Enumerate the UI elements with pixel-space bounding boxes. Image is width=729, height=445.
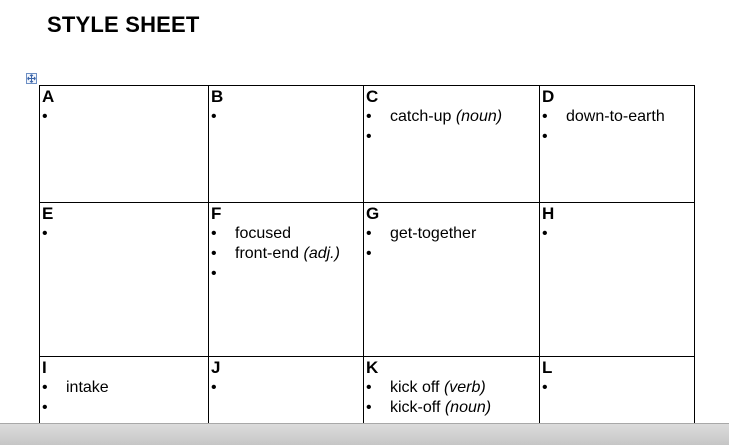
entry-list: [366, 378, 539, 418]
bullet-icon: •: [366, 108, 372, 125]
list-item[interactable]: [42, 224, 208, 244]
bullet-icon: •: [211, 245, 217, 262]
cell-letter: C: [366, 87, 379, 106]
bullet-icon: •: [542, 225, 548, 242]
letter-cell-d[interactable]: [540, 86, 695, 203]
bullet-icon: •: [542, 379, 548, 396]
list-item[interactable]: [211, 378, 363, 398]
cell-letter: B: [211, 87, 224, 106]
letter-cell-b[interactable]: [209, 86, 364, 203]
cell-letter: G: [366, 204, 380, 223]
entry-term: kick off: [390, 379, 440, 396]
list-item[interactable]: [366, 398, 539, 418]
entry-list: [542, 224, 694, 244]
bullet-icon: •: [42, 225, 48, 242]
part-of-speech: (adj.): [303, 245, 340, 262]
list-item[interactable]: [42, 398, 208, 418]
cell-letter: J: [211, 358, 221, 377]
cell-letter: K: [366, 358, 379, 377]
bullet-icon: •: [42, 379, 48, 396]
letter-cell-h[interactable]: [540, 203, 695, 357]
entry-list: [42, 224, 208, 244]
move-handle-icon[interactable]: [26, 73, 37, 84]
table-row: [40, 203, 695, 357]
list-item[interactable]: [211, 264, 363, 284]
entry-term: intake: [66, 379, 109, 396]
part-of-speech: (verb): [443, 379, 486, 396]
cell-letter: D: [542, 87, 555, 106]
letter-cell-c[interactable]: [364, 86, 540, 203]
bullet-icon: •: [211, 379, 217, 396]
letter-cell-g[interactable]: [364, 203, 540, 357]
style-sheet-table: [39, 85, 695, 437]
cell-letter: L: [542, 358, 553, 377]
list-item[interactable]: [42, 378, 208, 398]
cell-letter: E: [42, 204, 54, 223]
letter-cell-e[interactable]: [40, 203, 209, 357]
bullet-icon: •: [211, 225, 217, 242]
entry-list: [42, 378, 208, 418]
list-item[interactable]: [542, 378, 694, 398]
bullet-icon: •: [366, 379, 372, 396]
entry-list: [542, 107, 694, 147]
page-title: STYLE SHEET: [47, 12, 200, 37]
entry-list: [211, 107, 363, 127]
cell-letter: F: [211, 204, 222, 223]
entry-list: [366, 107, 539, 147]
bullet-icon: •: [42, 108, 48, 125]
list-item[interactable]: [366, 244, 539, 264]
letter-cell-a[interactable]: [40, 86, 209, 203]
list-item[interactable]: [211, 244, 363, 264]
entry-list: [42, 107, 208, 127]
list-item[interactable]: [542, 107, 694, 127]
bullet-icon: •: [366, 399, 372, 416]
entry-term: kick-off: [390, 399, 441, 416]
list-item[interactable]: [211, 107, 363, 127]
part-of-speech: (noun): [455, 108, 503, 125]
list-item[interactable]: [542, 127, 694, 147]
list-item[interactable]: [366, 224, 539, 244]
list-item[interactable]: [366, 127, 539, 147]
bullet-icon: •: [211, 265, 217, 282]
bullet-icon: •: [366, 225, 372, 242]
list-item[interactable]: [42, 107, 208, 127]
cell-letter: H: [542, 204, 555, 223]
entry-term: front-end: [235, 245, 300, 262]
entry-list: [211, 224, 363, 284]
entry-term: focused: [235, 225, 292, 242]
entry-list: [542, 378, 694, 398]
cell-letter: I: [42, 358, 47, 377]
entry-list: [211, 378, 363, 398]
list-item[interactable]: [366, 107, 539, 127]
table-row: [40, 86, 695, 203]
entry-term: catch-up: [390, 108, 452, 125]
cell-letter: A: [42, 87, 55, 106]
bullet-icon: •: [542, 128, 548, 145]
bullet-icon: •: [42, 399, 48, 416]
bullet-icon: •: [542, 108, 548, 125]
bullet-icon: •: [211, 108, 217, 125]
list-item[interactable]: [542, 224, 694, 244]
entry-term: down-to-earth: [566, 108, 665, 125]
status-bar: [0, 423, 729, 445]
bullet-icon: •: [366, 128, 372, 145]
list-item[interactable]: [211, 224, 363, 244]
entry-term: get-together: [390, 225, 477, 242]
letter-cell-f[interactable]: [209, 203, 364, 357]
part-of-speech: (noun): [444, 399, 492, 416]
entry-list: [366, 224, 539, 264]
list-item[interactable]: [366, 378, 539, 398]
bullet-icon: •: [366, 245, 372, 262]
